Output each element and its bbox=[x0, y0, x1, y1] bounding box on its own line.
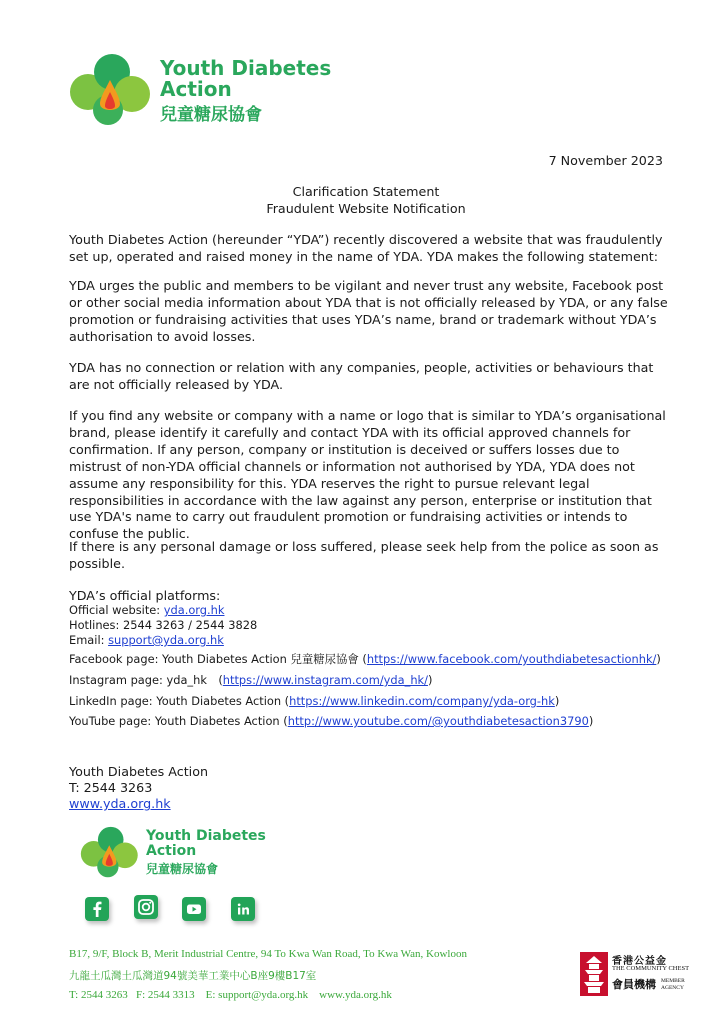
community-chest-pagoda-icon bbox=[580, 952, 608, 996]
email-link[interactable]: support@yda.org.hk bbox=[108, 633, 224, 647]
youtube-row bbox=[69, 714, 593, 729]
paragraph-1: Youth Diabetes Action (hereunder “YDA”) recently discovered a website that was fraudulently set up, operated and raised money in the name of YDA. YDA makes the following statement: bbox=[69, 232, 663, 264]
paragraph-5: If there is any personal damage or loss suffered, please seek help from the police as soon as possible. bbox=[69, 539, 659, 571]
facebook-end: ) bbox=[656, 652, 661, 666]
official-website-label: Official website: bbox=[69, 603, 164, 617]
youtube-label: YouTube page: Youth Diabetes Action ( bbox=[69, 714, 288, 728]
footer-org-name-zh: 兒童糖尿協會 bbox=[146, 862, 219, 876]
paragraph-2: YDA urges the public and members to be vigilant and never trust any website, Facebook post or other social media information about YDA that is not officially released by YDA, or any false promotion or fundraising activities that uses YDA’s name, brand or trademark without YDA’s authorisation to avoid losses. bbox=[69, 278, 668, 344]
community-chest-badge bbox=[580, 952, 690, 998]
instagram-icon[interactable] bbox=[134, 895, 158, 919]
youtube-link[interactable]: http://www.youtube.com/@youthdiabetesaction3790 bbox=[287, 714, 589, 728]
signature-phone: T: 2544 3263 bbox=[69, 780, 153, 795]
paragraph-3: YDA has no connection or relation with any companies, people, activities or behaviours that are not officially released by YDA. bbox=[69, 360, 654, 392]
paragraph-4: If you find any website or company with a name or logo that is similar to YDA’s organisational brand, please identify it carefully and contact YDA with its official approved channels for confirmation. If any person, company or institution is deceived or suffers losses due to mistrust of non-YDA official channels or information not authorised by YDA, YDA does not assume any responsibility for this. YDA reserves the right to pursue relevant legal responsibilities in accordance with the law against any person, enterprise or institution that use YDA's name to carry out fraudulent promotion or fundraising activities or intends to confuse the public. bbox=[69, 408, 666, 542]
footer-org-name-en-line1: Youth Diabetes bbox=[146, 828, 266, 844]
instagram-label: Instagram page: yda_hk ( bbox=[69, 673, 223, 687]
linkedin-label: LinkedIn page: Youth Diabetes Action ( bbox=[69, 694, 290, 708]
instagram-row bbox=[69, 673, 432, 688]
community-chest-en: THE COMMUNITY CHEST bbox=[612, 965, 690, 972]
member-agency-en-2: AGENCY bbox=[661, 985, 684, 991]
linkedin-icon[interactable] bbox=[231, 897, 255, 921]
instagram-end: ) bbox=[427, 673, 433, 687]
platforms-heading: YDA’s official platforms: bbox=[69, 588, 221, 603]
clover-logo-small-icon bbox=[78, 823, 142, 879]
footer-logo bbox=[78, 823, 142, 879]
youtube-end: ) bbox=[588, 714, 594, 728]
linkedin-end: ) bbox=[554, 694, 560, 708]
email-row bbox=[69, 633, 224, 648]
official-website-row bbox=[69, 603, 224, 618]
member-agency-zh: 會員機構 bbox=[612, 978, 656, 991]
header-logo bbox=[66, 50, 156, 126]
community-chest-zh: 香港公益金 bbox=[612, 956, 667, 967]
official-website-link[interactable]: yda.org.hk bbox=[163, 603, 225, 617]
title-line1: Clarification Statement bbox=[292, 184, 440, 199]
footer-address-zh: 九龍土瓜灣土瓜灣道94號美華工業中心B座9樓B17室 bbox=[69, 970, 317, 982]
title-line2: Fraudulent Website Notification bbox=[266, 201, 466, 216]
member-agency-en-1: MEMBER bbox=[661, 978, 685, 984]
footer-contact: T: 2544 3263 F: 2544 3313 E: support@yda.org.hk www.yda.org.hk bbox=[69, 989, 392, 1001]
footer-org-name-en-line2: Action bbox=[146, 843, 197, 859]
facebook-label: Facebook page: Youth Diabetes Action 兒童糖尿協會 ( bbox=[69, 652, 367, 666]
facebook-icon[interactable] bbox=[85, 897, 109, 921]
hotlines: Hotlines: 2544 3263 / 2544 3828 bbox=[69, 618, 258, 632]
facebook-row bbox=[69, 652, 661, 667]
clover-logo-icon bbox=[66, 50, 156, 126]
org-name-en-line2: Action bbox=[160, 77, 232, 101]
letter-date: 7 November 2023 bbox=[548, 153, 663, 168]
email-label: Email: bbox=[69, 633, 109, 647]
facebook-link[interactable]: https://www.facebook.com/youthdiabetesactionhk/ bbox=[366, 652, 657, 666]
footer-address-en: B17, 9/F, Block B, Merit Industrial Centre, 94 To Kwa Wan Road, To Kwa Wan, Kowloon bbox=[69, 948, 467, 960]
instagram-link[interactable]: https://www.instagram.com/yda_hk/ bbox=[222, 673, 428, 687]
youtube-icon[interactable] bbox=[182, 897, 206, 921]
signature-name: Youth Diabetes Action bbox=[69, 764, 209, 779]
signature-website-link[interactable]: www.yda.org.hk bbox=[69, 796, 171, 811]
linkedin-link[interactable]: https://www.linkedin.com/company/yda-org-hk bbox=[289, 694, 555, 708]
org-name-en-line1: Youth Diabetes bbox=[160, 56, 332, 80]
org-name-zh: 兒童糖尿協會 bbox=[160, 105, 262, 125]
linkedin-row bbox=[69, 694, 559, 709]
